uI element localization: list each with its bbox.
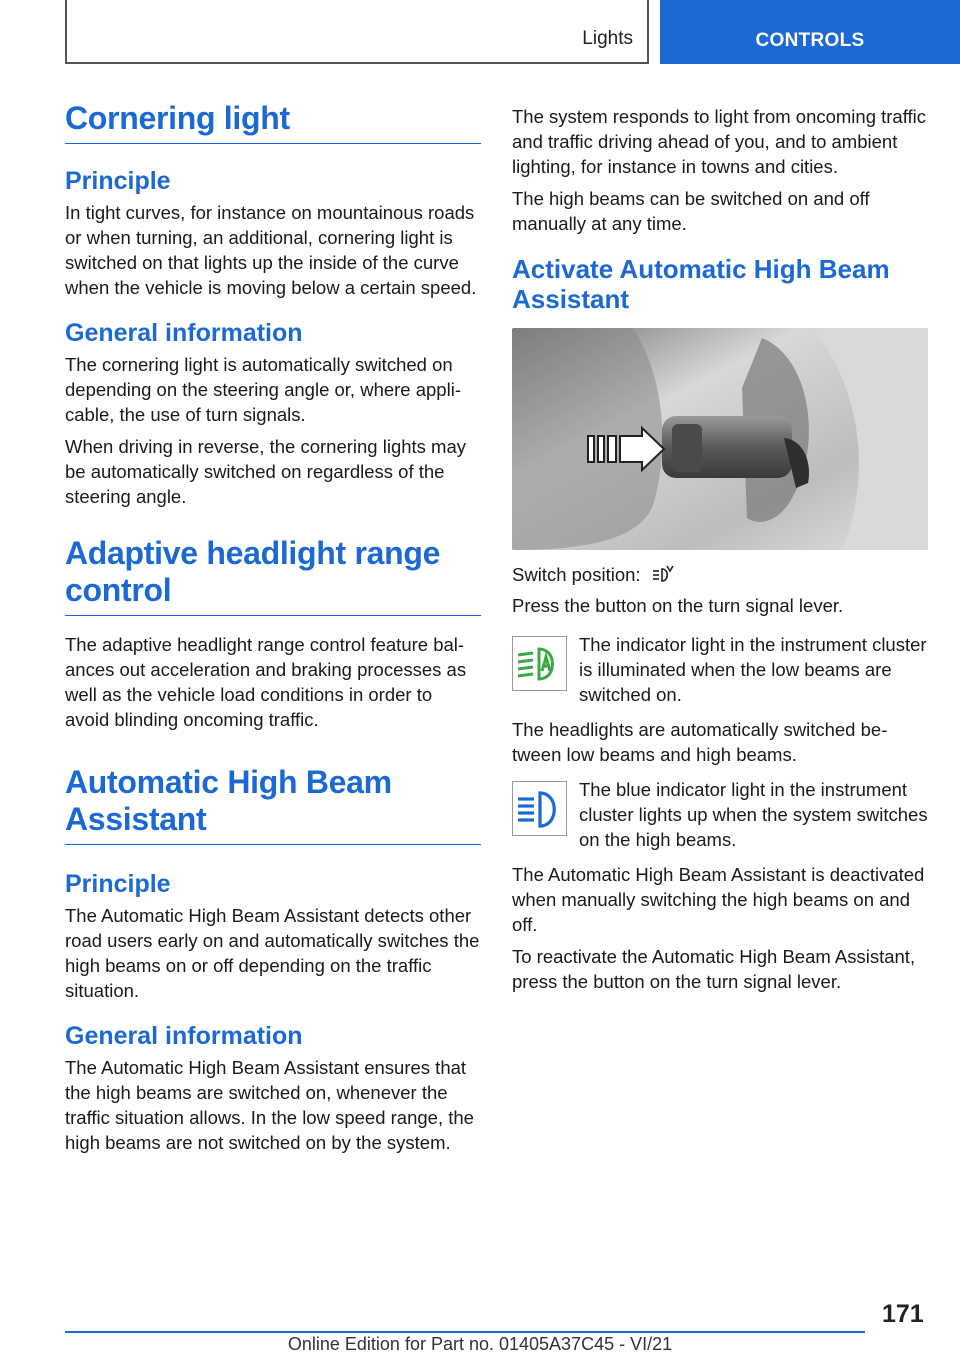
footer-divider: [65, 1331, 865, 1333]
high-beam-indicator-icon: [512, 781, 567, 836]
section-title: Lights: [582, 28, 633, 49]
ahba-heading-wrap: [65, 764, 481, 845]
cornering-principle-heading: Principle: [65, 167, 171, 195]
right-column: [512, 104, 928, 1001]
manual-switch-text: The high beams can be switched on and off manually at any time.: [512, 188, 870, 234]
ahba-general-heading: General information: [65, 1022, 303, 1050]
high-beam-assistant-icon: [651, 564, 675, 586]
left-column: [65, 100, 481, 1162]
press-button-text: Press the button on the turn signal lever.: [512, 595, 844, 616]
ahba-principle-heading: Principle: [65, 870, 171, 898]
system-responds-text: The system responds to light from oncoming traffic and traffic driving ahead of you, and to ambient lighting, for instance in towns and cities.: [512, 106, 927, 177]
low-beam-indicator-text: The indicator light in the instrument cluster is illuminated when the low beams are switched on.: [579, 634, 927, 705]
adaptive-heading-wrap: [65, 535, 481, 616]
switch-position-line: [512, 562, 928, 587]
adaptive-text: The adaptive headlight range control feature balances out acceleration and braking processes as well as the vehicle load conditions in order to avoid blinding oncoming traffic.: [65, 634, 467, 730]
ahba-heading: Automatic High Beam Assistant: [65, 764, 392, 837]
page-number: 171: [882, 1300, 924, 1328]
cornering-light-heading: Cornering light: [65, 100, 290, 136]
cornering-heading-wrap: [65, 100, 481, 144]
auto-switch-text: The headlights are automatically switched between low beams and high beams.: [512, 719, 888, 765]
high-beam-indicator-note: [512, 777, 928, 852]
activate-ahba-heading: Activate Automatic High Beam Assistant: [512, 254, 890, 314]
cornering-principle-text: In tight curves, for instance on mountainous roads or when turning, an additional, cornering light is switched on that lights up the inside of the curve when the vehicle is moving below a certain speed.: [65, 202, 477, 298]
header-box: [65, 0, 649, 64]
deactivation-text: The Automatic High Beam Assistant is deactivated when manually switching the high beams on and off.: [512, 864, 925, 935]
low-beam-assistant-indicator-icon: [512, 636, 567, 691]
low-beam-indicator-note: [512, 632, 928, 707]
turn-signal-lever-image: [512, 328, 928, 550]
cornering-general-text-2: When driving in reverse, the cornering lights may be automatically switched on regardless of the steering angle.: [65, 436, 467, 507]
reactivation-text: To reactivate the Automatic High Beam Assistant, press the button on the turn signal lever.: [512, 946, 916, 992]
high-beam-indicator-text: The blue indicator light in the instrument cluster lights up when the system switches on the high beams.: [579, 779, 928, 850]
switch-position-label: Switch position:: [512, 564, 641, 585]
cornering-general-text-1: The cornering light is automatically switched on depending on the steering angle or, where applicable, the use of turn signals.: [65, 354, 461, 425]
chapter-tab[interactable]: CONTROLS: [660, 0, 960, 64]
ahba-principle-text: The Automatic High Beam Assistant detects other road users early on and automatically switches the high beams on or off depending on the traffic situation.: [65, 905, 480, 1001]
cornering-general-heading: General information: [65, 319, 303, 347]
adaptive-headlight-heading: Adaptive headlight range control: [65, 535, 441, 608]
ahba-general-text: The Automatic High Beam Assistant ensures that the high beams are switched on, whenever the traffic situation allows. In the low speed range, the high beams are not switched on by the system.: [65, 1057, 474, 1153]
online-edition-footer: Online Edition for Part no. 01405A37C45 - VI/21: [287, 1334, 673, 1354]
